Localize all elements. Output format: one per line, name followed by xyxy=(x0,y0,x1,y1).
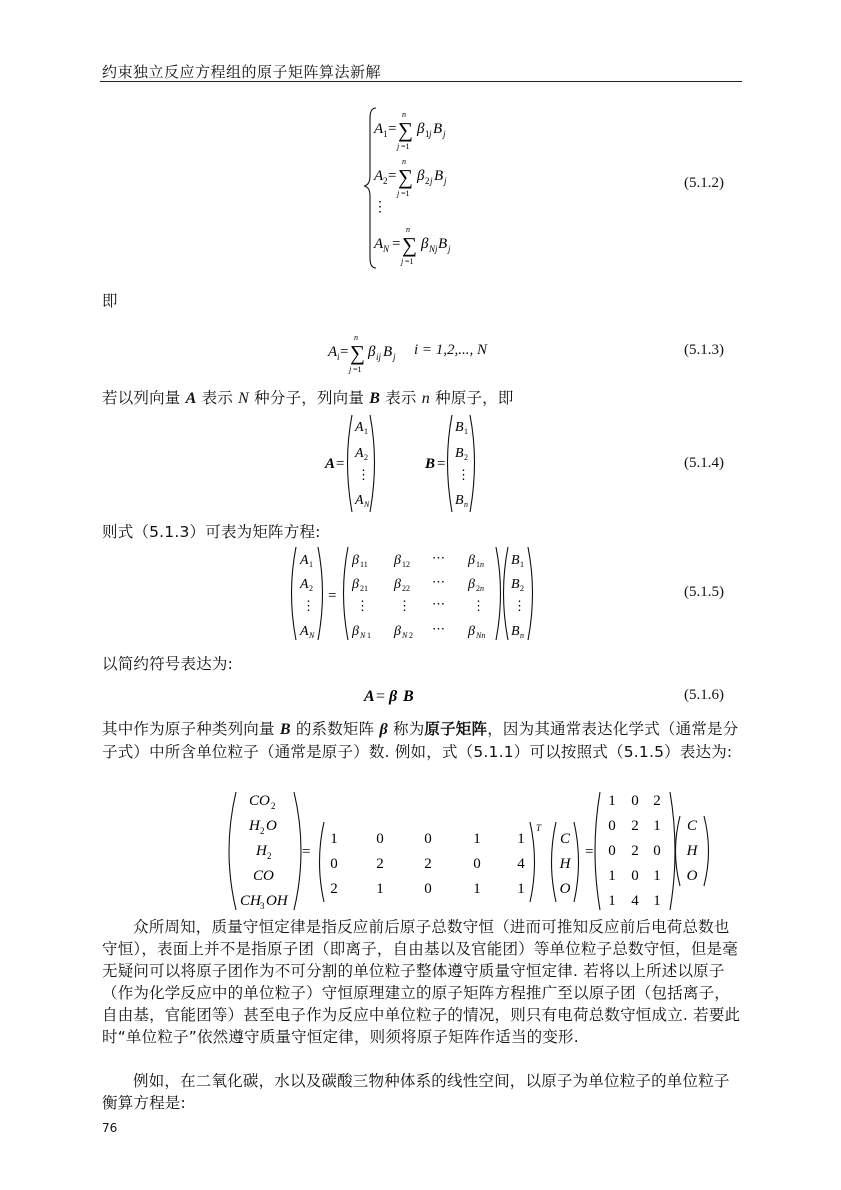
text-ji: 即 xyxy=(102,292,118,310)
svg-text:H: H xyxy=(249,818,260,834)
svg-text:j: j xyxy=(430,176,433,186)
svg-text:⋮: ⋮ xyxy=(457,467,470,482)
equation-5-1-2 xyxy=(364,108,451,268)
equation-label-5-1-5: (5.1.5) xyxy=(684,584,724,600)
svg-text:⋯: ⋯ xyxy=(432,574,445,589)
paragraph-vector-definition: 若以列向量 A 表示 N 种分子，列向量 B 表示 n 种原子，即 xyxy=(102,389,514,407)
svg-text:A: A xyxy=(328,344,338,360)
equation-label-5-1-2: (5.1.2) xyxy=(684,175,724,191)
svg-text:n: n xyxy=(480,560,484,569)
svg-text:=: = xyxy=(328,588,337,604)
svg-text:1: 1 xyxy=(309,560,313,569)
svg-text:β: β xyxy=(368,344,376,360)
svg-text:⋮: ⋮ xyxy=(513,598,526,613)
svg-text:ij: ij xyxy=(376,352,382,362)
svg-text:B: B xyxy=(383,344,393,360)
paragraph-example-co2-h2o: 例如，在二氧化碳，水以及碳酸三物种体系的线性空间，以原子为单位粒子的单位粒子衡算方程是: xyxy=(102,1072,730,1112)
svg-text:12: 12 xyxy=(402,560,410,569)
svg-text:2: 2 xyxy=(476,584,480,593)
coef-matrix-cell: 0 xyxy=(424,881,432,897)
atom-symbol: H xyxy=(559,856,571,872)
svg-text:1: 1 xyxy=(476,560,480,569)
svg-text:⋮: ⋮ xyxy=(357,467,370,482)
svg-text:A: A xyxy=(374,236,384,252)
svg-text:B: B xyxy=(425,456,436,472)
svg-text:j: j xyxy=(393,352,396,362)
svg-text:β: β xyxy=(352,553,359,568)
atom-matrix-cell: 2 xyxy=(631,818,639,834)
equation-5-1-3-range: i = 1,2,..., N xyxy=(414,342,488,358)
atom-matrix-cell: 1 xyxy=(653,818,661,834)
svg-text:T: T xyxy=(536,823,542,833)
svg-text:2: 2 xyxy=(383,176,388,186)
coef-matrix-cell: 1 xyxy=(517,831,525,847)
svg-text:1: 1 xyxy=(367,631,371,640)
svg-text:⋯: ⋯ xyxy=(432,596,445,611)
svg-text:N: N xyxy=(364,500,370,509)
svg-text:j: j xyxy=(444,176,447,186)
svg-text:β: β xyxy=(421,236,429,252)
svg-text:B: B xyxy=(511,624,520,639)
svg-text:=1: =1 xyxy=(353,365,362,374)
svg-text:2: 2 xyxy=(425,176,430,186)
svg-text:⋯: ⋯ xyxy=(432,621,445,636)
svg-text:n: n xyxy=(480,584,484,593)
atom-matrix-cell: 1 xyxy=(608,868,616,884)
svg-text:n: n xyxy=(402,110,406,119)
coef-matrix-cell: 0 xyxy=(424,831,432,847)
running-header: 约束独立反应方程组的原子矩阵算法新解 xyxy=(102,63,382,81)
svg-text:β: β xyxy=(352,624,359,639)
svg-text:j: j xyxy=(397,142,400,151)
svg-text:∑: ∑ xyxy=(402,233,417,257)
svg-text:∑: ∑ xyxy=(398,118,413,142)
svg-text:=: = xyxy=(302,844,311,860)
equation-5-1-4 xyxy=(324,415,475,512)
svg-text:O: O xyxy=(266,818,277,834)
atom-symbol: O xyxy=(559,881,571,897)
svg-text:1: 1 xyxy=(383,129,388,139)
svg-text:A: A xyxy=(300,553,309,568)
svg-text:22: 22 xyxy=(402,584,410,593)
svg-text:=: = xyxy=(376,688,386,705)
svg-text:1: 1 xyxy=(520,560,524,569)
svg-text:⋮: ⋮ xyxy=(472,598,485,613)
svg-text:j: j xyxy=(429,129,432,139)
svg-text:n: n xyxy=(406,225,410,234)
svg-text:β: β xyxy=(352,577,359,592)
paragraph-atom-matrix-definition: 其中作为原子种类列向量 B 的系数矩阵 β 称为原子矩阵，因为其通常表达化学式（通常是分子式）中所含单位粒子（通常是原子）数. 例如，式（5.1.1）可以按照式（5.1.5）表达为: xyxy=(102,720,739,761)
atom-symbol: C xyxy=(559,831,571,847)
svg-text:∑: ∑ xyxy=(398,165,413,189)
example-matrix-equation xyxy=(229,792,709,911)
svg-text:N: N xyxy=(360,631,366,640)
svg-text:n: n xyxy=(402,157,406,166)
svg-text:=: = xyxy=(437,456,446,472)
svg-text:N: N xyxy=(309,631,315,640)
svg-text:β: β xyxy=(394,577,401,592)
atom-vector-right xyxy=(686,818,699,884)
svg-text:n: n xyxy=(354,333,358,342)
equation-5-1-5 xyxy=(292,547,533,640)
svg-text:β: β xyxy=(468,577,475,592)
svg-text:=: = xyxy=(388,121,397,137)
svg-text:β: β xyxy=(468,553,475,568)
svg-text:β: β xyxy=(417,121,425,137)
coef-matrix-cell: 4 xyxy=(517,856,525,872)
coef-matrix-cell: 2 xyxy=(330,881,338,897)
svg-text:2: 2 xyxy=(267,851,272,861)
svg-text:⋮: ⋮ xyxy=(398,598,411,613)
svg-text:β: β xyxy=(394,553,401,568)
svg-text:A: A xyxy=(355,493,364,508)
atom-matrix xyxy=(608,793,661,909)
svg-text:A: A xyxy=(325,456,336,472)
coef-matrix-cell: 1 xyxy=(330,831,338,847)
svg-text:2: 2 xyxy=(464,453,468,462)
svg-text:j: j xyxy=(448,244,451,254)
svg-text:CO: CO xyxy=(253,868,274,884)
equation-5-1-3 xyxy=(327,333,396,374)
svg-text:2: 2 xyxy=(260,826,265,836)
coef-matrix-cell: 0 xyxy=(376,831,384,847)
equation-label-5-1-4: (5.1.4) xyxy=(684,455,724,471)
coef-matrix-cell: 1 xyxy=(376,881,384,897)
equation-5-1-6 xyxy=(363,688,414,705)
atom-matrix-cell: 1 xyxy=(653,893,661,909)
svg-text:B: B xyxy=(438,236,448,252)
page-number: 76 xyxy=(102,1121,118,1135)
svg-text:B: B xyxy=(434,168,444,184)
svg-text:B: B xyxy=(403,688,414,705)
coef-matrix-cell: 1 xyxy=(473,831,481,847)
svg-text:=: = xyxy=(585,844,594,860)
coef-matrix-cell: 1 xyxy=(517,881,525,897)
svg-text:β: β xyxy=(468,624,475,639)
atom-symbol: O xyxy=(686,868,698,884)
svg-text:A: A xyxy=(300,577,309,592)
coef-matrix-cell: 0 xyxy=(330,856,338,872)
svg-text:A: A xyxy=(300,624,309,639)
paragraph-short-notation-intro: 以简约符号表达为: xyxy=(102,655,234,673)
atom-vector-left xyxy=(559,831,572,897)
equation-label-5-1-3: (5.1.3) xyxy=(684,342,724,358)
atom-matrix-cell: 0 xyxy=(608,843,616,859)
svg-text:j: j xyxy=(401,257,404,266)
svg-text:A: A xyxy=(355,446,364,461)
svg-text:1: 1 xyxy=(425,129,430,139)
svg-text:2: 2 xyxy=(309,584,313,593)
atom-matrix-cell: 0 xyxy=(653,843,661,859)
svg-text:B: B xyxy=(455,420,464,435)
svg-text:CO: CO xyxy=(249,793,270,809)
svg-text:Nj: Nj xyxy=(429,244,438,254)
svg-text:⋮: ⋮ xyxy=(302,598,315,613)
svg-text:j: j xyxy=(443,129,446,139)
svg-text:β: β xyxy=(394,624,401,639)
svg-text:B: B xyxy=(511,553,520,568)
coef-matrix-cell: 2 xyxy=(424,856,432,872)
coef-matrix-cell: 2 xyxy=(376,856,384,872)
paragraph-mass-conservation: 众所周知，质量守恒定律是指反应前后原子总数守恒（进而可推知反应前后电荷总数也守恒），表面上并不是指原子团（即离子，自由基以及官能团）等单位粒子总数守恒，但是毫无疑问可以将原子团作为不可分割的单位粒子整体遵守质量守恒定律. 若将以上所述以原子（作为化学反应中的单位粒子）守恒原理建立的原子矩阵方程推广至以原子团（包括离子，自由基，官能团等）甚至电子作为反应中单位粒子的情况，则只有电荷总数守恒成立. 若要此时“单位粒子”依然遵守质量守恒定律，则须将原子矩阵作适当的变形. xyxy=(102,918,741,1046)
atom-matrix-cell: 1 xyxy=(653,868,661,884)
atom-matrix-cell: 1 xyxy=(608,793,616,809)
svg-text:j: j xyxy=(349,365,352,374)
svg-text:β: β xyxy=(389,688,398,705)
equation-label-5-1-6: (5.1.6) xyxy=(684,687,724,703)
svg-text:=1: =1 xyxy=(405,257,414,266)
svg-text:=: = xyxy=(392,236,401,252)
svg-text:i: i xyxy=(337,352,340,362)
svg-text:OH: OH xyxy=(266,893,288,909)
svg-text:B: B xyxy=(455,446,464,461)
atom-matrix-cell: 0 xyxy=(631,868,639,884)
svg-text:=: = xyxy=(388,168,397,184)
svg-text:=: = xyxy=(340,344,349,360)
svg-text:N: N xyxy=(402,631,408,640)
atom-matrix-cell: 1 xyxy=(608,893,616,909)
svg-text:=1: =1 xyxy=(401,142,410,151)
svg-text:⋮: ⋮ xyxy=(373,200,387,215)
svg-text:N: N xyxy=(383,244,390,254)
svg-text:21: 21 xyxy=(360,584,368,593)
svg-text:CH: CH xyxy=(240,893,261,909)
svg-text:B: B xyxy=(455,493,464,508)
svg-text:B: B xyxy=(433,121,443,137)
atom-symbol: C xyxy=(686,818,698,834)
svg-text:2: 2 xyxy=(409,631,413,640)
svg-text:β: β xyxy=(417,168,425,184)
coef-matrix xyxy=(330,831,525,897)
atom-matrix-cell: 0 xyxy=(631,793,639,809)
svg-text:⋯: ⋯ xyxy=(432,550,445,565)
svg-text:A: A xyxy=(364,688,375,705)
svg-text:n: n xyxy=(464,500,468,509)
atom-matrix-cell: 2 xyxy=(653,793,661,809)
atom-matrix-cell: 0 xyxy=(608,818,616,834)
svg-text:3: 3 xyxy=(260,901,265,911)
coef-matrix-cell: 0 xyxy=(473,856,481,872)
atom-symbol: H xyxy=(686,843,698,859)
svg-text:=: = xyxy=(336,456,345,472)
svg-text:1: 1 xyxy=(364,427,368,436)
svg-text:⋮: ⋮ xyxy=(356,598,369,613)
svg-text:∑: ∑ xyxy=(350,341,365,365)
svg-text:n: n xyxy=(520,631,524,640)
svg-text:Nn: Nn xyxy=(476,631,486,640)
svg-text:H: H xyxy=(256,843,267,859)
svg-text:2: 2 xyxy=(520,584,524,593)
svg-text:2: 2 xyxy=(364,453,368,462)
svg-text:B: B xyxy=(511,577,520,592)
svg-text:A: A xyxy=(355,420,364,435)
svg-text:=1: =1 xyxy=(401,189,410,198)
svg-text:j: j xyxy=(397,189,400,198)
svg-text:A: A xyxy=(374,121,384,137)
svg-text:2: 2 xyxy=(271,801,276,811)
paragraph-matrix-equation-intro: 则式（5.1.3）可表为矩阵方程: xyxy=(102,523,321,541)
svg-text:1: 1 xyxy=(464,427,468,436)
coef-matrix-cell: 1 xyxy=(473,881,481,897)
atom-matrix-cell: 2 xyxy=(631,843,639,859)
atom-matrix-cell: 4 xyxy=(631,893,639,909)
svg-text:11: 11 xyxy=(360,560,368,569)
svg-text:A: A xyxy=(374,168,384,184)
